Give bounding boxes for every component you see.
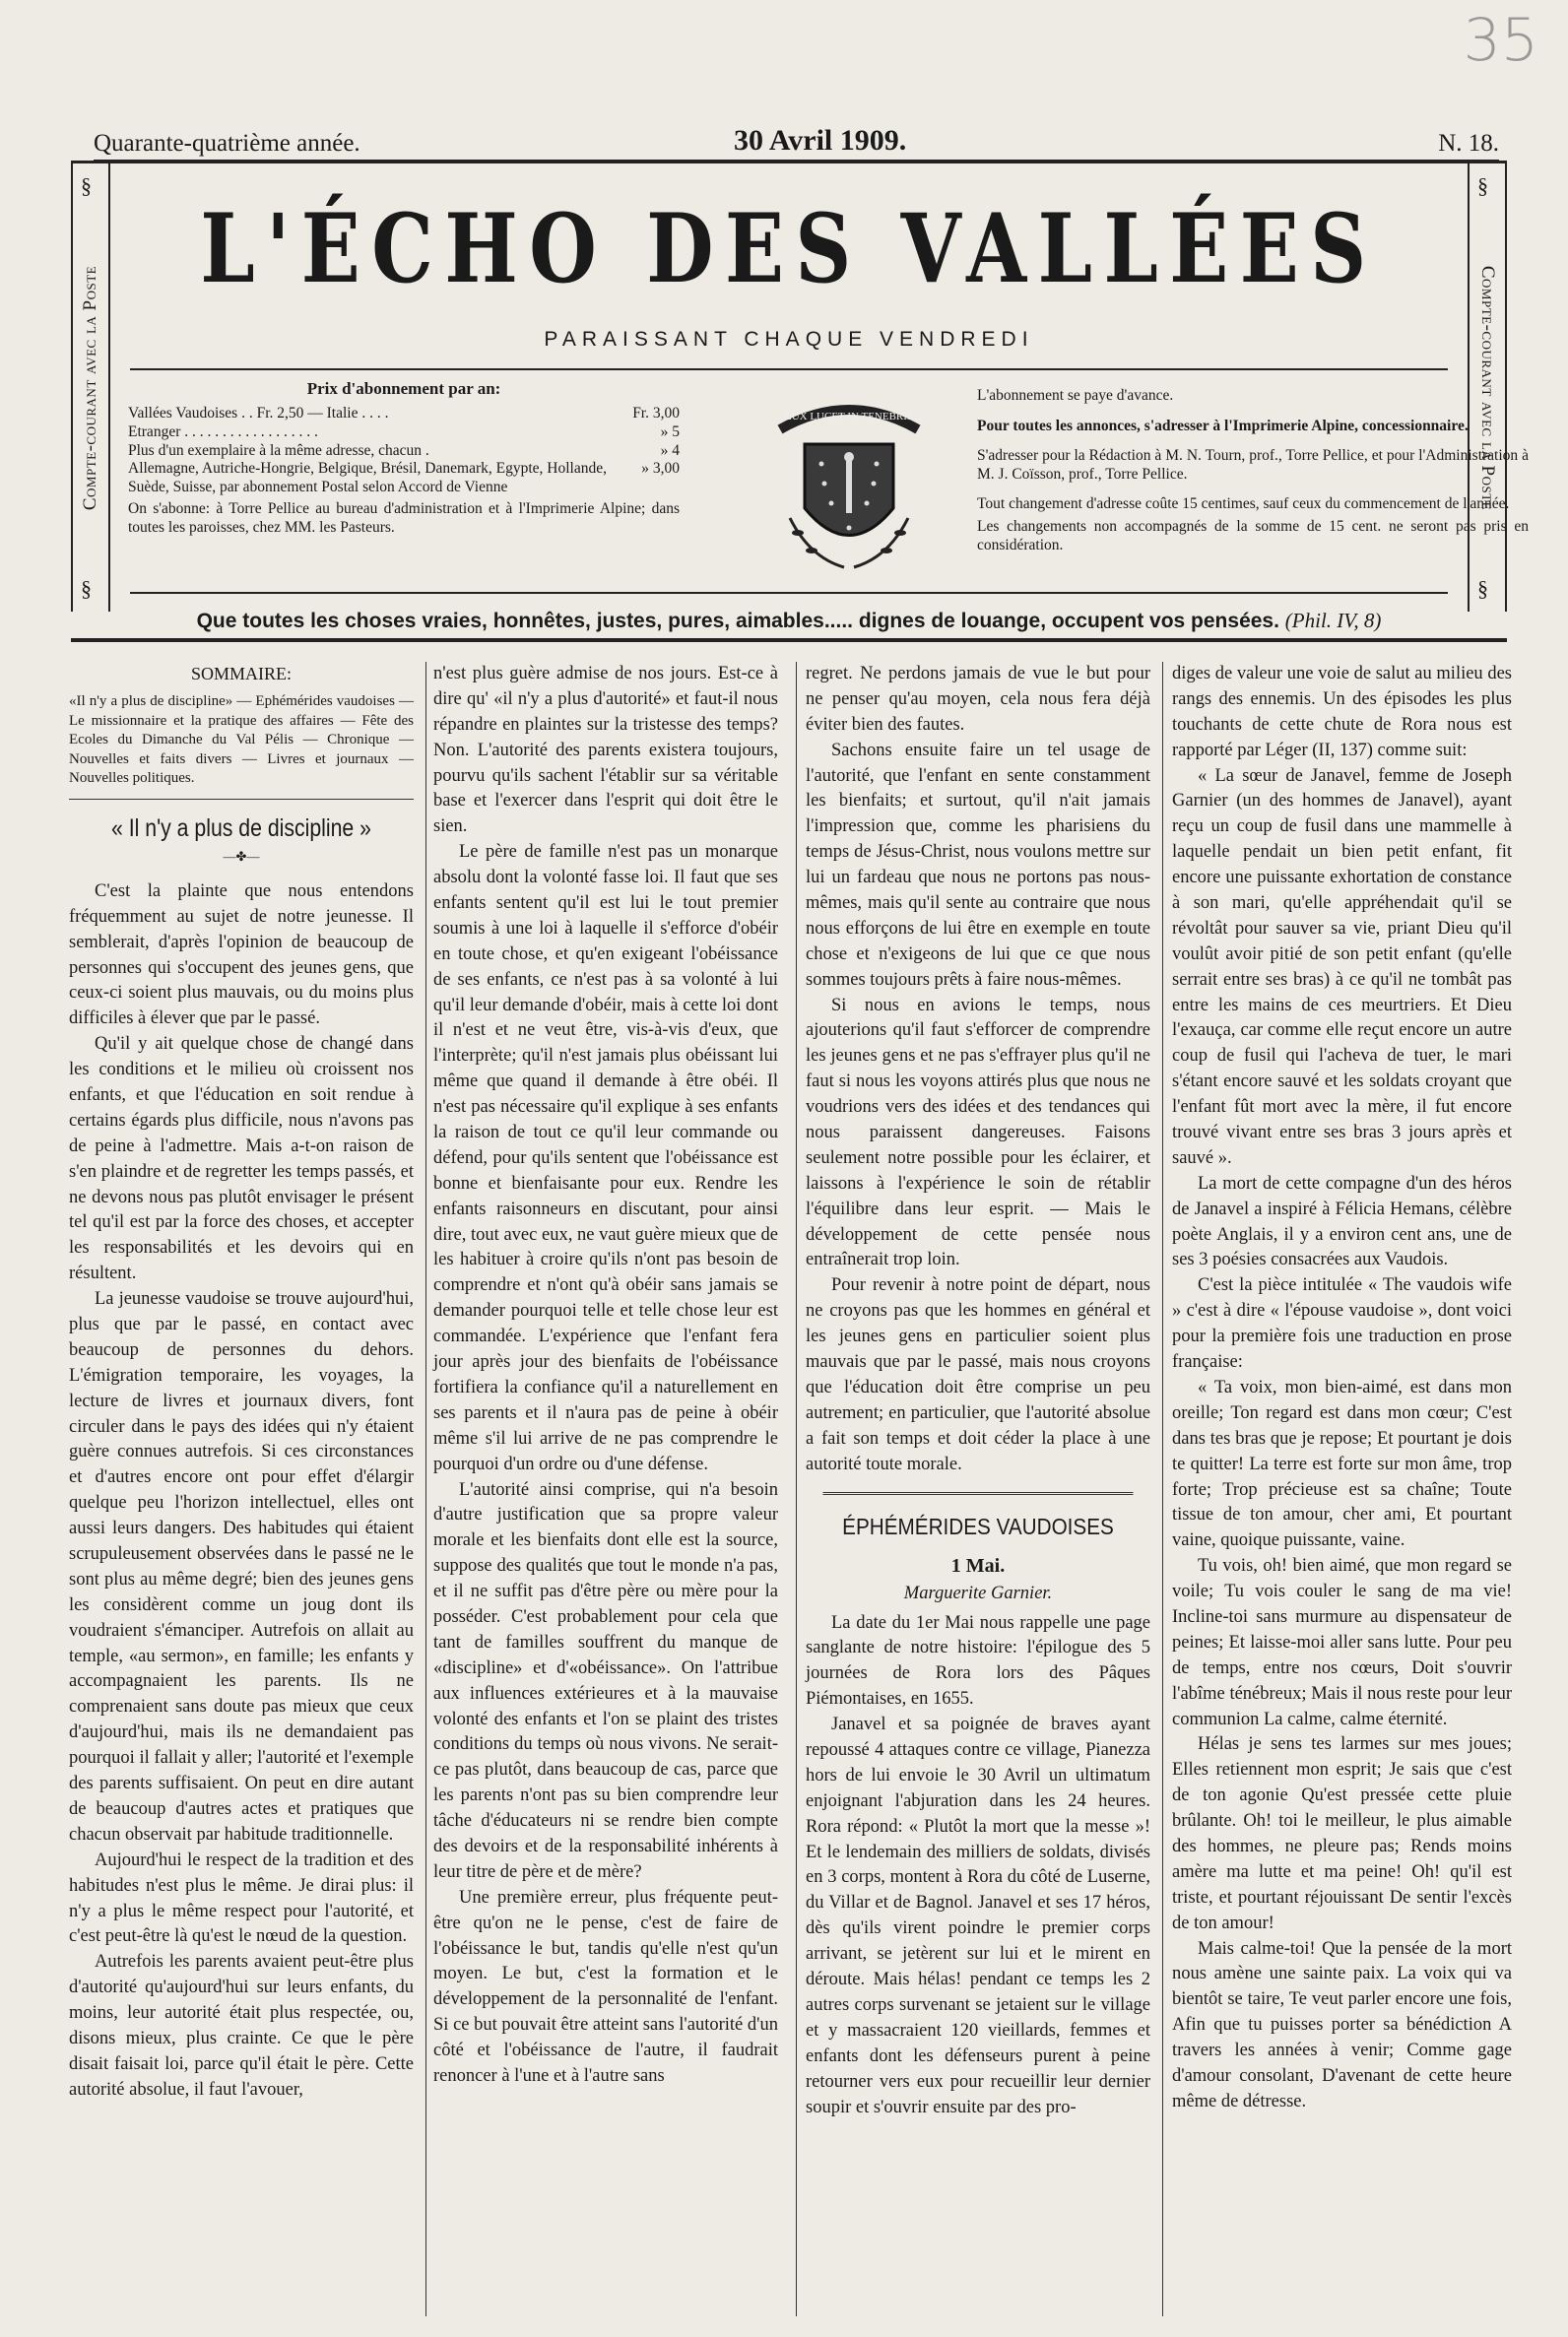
column-1: [69, 662, 414, 2104]
issue-date: 30 Avril 1909.: [734, 124, 907, 157]
ephemerides-paragraph: « La sœur de Janavel, femme de Joseph Garnier (un des hommes de Janavel), ayant reçu un coup de fusil dans une mammelle à laquelle pendait un bien petit enfant, fit encore une puissante exhortation de constance à son mari, qu'elle appréhendait qu'il se révoltât pour sauver sa vie, priant Dieu qu'il voulût avoir pitié de son petit enfant (qu'elle serrait entre ses bras) à ce qu'il ne tombât pas entre les mains de ces meurtriers. Et Dieu l'exauça, car comme elle reçut encore un autre coup de fusil qui l'acheva de tuer, le mari s'étant encore sauvé et les soldats croyant que l'enfant fût mort avec la mère, il fut encore trouvé vivant entre ses bras 3 jours après et sauvé ».: [1172, 765, 1512, 1168]
motto-reference: (Phil. IV, 8): [1284, 609, 1382, 632]
motto-text: Que toutes les choses vraies, honnêtes, justes, pures, aimables..... dignes de louange, occupent vos pensées.: [196, 610, 1279, 632]
article-paragraph: Qu'il y ait quelque chose de changé dans les conditions et le milieu où croissent nos enfants, et que l'éducation en soit rendue à certains égards plus difficile, nous n'avons pas de peine à l'admettre. Mais a-t-on raison de s'en plaindre et de regretter les temps passés, et ne devons nous pas plutôt envisager le présent tel qu'il est par la force des choses, et accepter les responsabilités et les devoirs qui en résultent.: [69, 1034, 414, 1284]
price-row: Etranger . . . . . . . . . . . . . . . . . . » 5: [128, 422, 680, 440]
editorial-note: S'adresser pour la Rédaction à M. N. Tourn, prof., Torre Pellice, et pour l'Administration à M. J. Coïsson, prof., Torre Pellice.: [977, 447, 1529, 483]
ephemerides-paragraph: C'est la pièce intitulée « The vaudois wife » c'est à dire « l'épouse vaudoise », dont voici pour la première fois une traduction en prose française:: [1172, 1275, 1512, 1373]
emblem-motto: LUX LUCET IN TENEBRIS: [784, 411, 914, 422]
ephemerides-paragraph: La mort de cette compagne d'un des héros de Janavel a inspiré à Félicia Hemans, célèbre poète Anglais, il y a environ cent ans, une de ses 3 poésies consacrées aux Vaudois.: [1172, 1173, 1512, 1270]
article-paragraph: C'est la plainte que nous entendons fréquemment au sujet de notre jeunesse. Il semblerait, d'après l'opinion de beaucoup de personnes qui s'occupent des jeunes gens, que ceux-ci soient plus mauvais, ou du moins plus difficiles à élever que par le passé.: [69, 880, 414, 1029]
address-change-penalty: Les changements non accompagnés de la somme de 15 cent. ne seront pas pris en considération.: [977, 517, 1529, 553]
ephemerides-paragraph: Janavel et sa poignée de braves ayant repoussé 4 attaques contre ce village, Pianezza hors de lui envoie le 30 Avril un ultimatum enjoignant l'abjuration dans les 24 heures. Rora répond: « Plutôt la mort que la messe »! Et le lendemain des milliers de soldats, divisés en 3 corps, montent à Rora du côté de Luserne, du Villar et de Bagnol. Janavel et ses 17 héros, dès qu'ils virent poindre le premier corps arrivant, se jetèrent sur lui et le mirent en déroute. Mais hélas! pendant ce temps les 2 autres corps survenant se jetaient sur le village et y massacraient 120 vieillards, femmes et enfants dont les défenseurs purent à peine retourner vers eux pour recueillir leur dernier soupir et s'ouvrir ensuite par des pro-: [806, 1715, 1150, 2117]
divider: [130, 592, 1448, 594]
column-4: [1172, 662, 1512, 2115]
year-label: Quarante-quatrième année.: [94, 130, 360, 157]
column-2: [433, 662, 778, 2090]
article-paragraph: L'autorité ainsi comprise, qui n'a besoin d'autre justification que sa propre valeur morale et les bienfaits dont elle est la source, suppose des qualités que tout le monde n'a pas, et il ne suffit pas d'être père ou mère pour la posséder. C'est probablement pour cela que tant de familles souffrent du manque de «discipline» et d'«obéissance». On l'attribue aux influences extérieures et à la mauvaise volonté des enfants et l'on se plaint des tristes conditions du temps où nous vivons. Ne serait-ce pas plutôt, dans beaucoup de cas, parce que les parents n'ont pas su bien comprendre leur tâche d'éducateurs ni se rendre bien compte des devoirs et de la responsabilité inhérents à leur titre de père et de mère?: [433, 1479, 778, 1882]
article-paragraph: n'est plus guère admise de nos jours. Est-ce à dire qu' «il n'y a plus d'autorité» et faut-il nous répandre en plaintes sur la tristesse des temps? Non. L'autorité des parents existera toujours, pourvu qu'ils sachent l'établir sur sa véritable base et l'exercer dans l'esprit qui doit être le sien.: [433, 664, 778, 837]
masthead-frame: [71, 161, 1529, 646]
newspaper-title: L'ÉCHO DES VALLÉES: [200, 193, 1378, 304]
scroll-ornament-icon: §: [1477, 576, 1488, 601]
side-text-left: Compte-courant avec la Poste: [80, 265, 100, 510]
poem-stanza: « Ta voix, mon bien-aimé, est dans mon oreille; Ton regard est dans mon cœur; C'est dans tes bras que je repose; Et pourtant je dois te quitter! La terre est forte sur mon âme, trop forte; Trop précieuse est sa chaîne; Toute tissue de ton amour, cher ami, Et pourtant vaine, quoique puissante, vaine.: [1172, 1377, 1512, 1551]
issue-header-line: [94, 126, 1499, 162]
issue-number: N. 18.: [1438, 130, 1499, 157]
article-paragraph: Le père de famille n'est pas un monarque absolu dont la volonté fasse loi. Il faut que ses enfants sentent qu'il est lui le tout premier soumis à une loi à laquelle il s'efforce d'obéir en toute chose, et qu'en exigeant l'obéissance de ses enfants, ce n'est pas à sa volonté à lui qu'il leur demande d'obéir, mais à cette loi dont il n'est et ne veut être, vis-à-vis d'eux, que l'interprète; qu'il n'est jamais plus obéissant lui même que quand il demande à être obéi. Il n'est pas nécessaire qu'il explique à ses enfants la raison de tout ce qu'il leur commande ou défend, pour qu'ils sentent que l'obéissance est bonne et bienfaisante pour eux. Rendre les enfants raisonneurs en discutant, pour ainsi dire, tout avec eux, ne vaut guère mieux que de les habituer à croire qu'ils n'ont pas besoin de comprendre et n'ont qu'à obéir sans jamais se demander pourquoi telle et telle chose leur est commandée. L'expérience que l'enfant fera jour après jour des bienfaits de l'obéissance fortifiera la confiance qu'il a naturellement en ses parents et il n'aura pas de peine à obéir même s'il lui arrive de ne pas comprendre le pourquoi d'un ordre ou d'une défense.: [433, 842, 778, 1474]
poem-stanza: Hélas je sens tes larmes sur mes joues; Elles retiennent mon esprit; Je sais que c'est de ton agonie Qu'est pressée cette pluie brûlante. Oh! toi le meilleur, le plus aimable des hommes, ne pleure pas; Rends moins amère ma lutte et ma peine! Oh! qu'il est triste, et pourtant réjouissant De sentir l'excès de ton amour!: [1172, 1734, 1512, 1933]
ephemerides-paragraph: diges de valeur une voie de salut au milieu des rangs des ennemis. Un des épisodes les plus touchants de cette chute de Rora nous est rapporté par Léger (II, 137) comme suit:: [1172, 664, 1512, 760]
advance-note: L'abonnement se paye d'avance.: [977, 387, 1174, 404]
column-divider: [1162, 662, 1163, 2316]
sommaire-title: SOMMAIRE:: [190, 664, 292, 683]
article-paragraph: La jeunesse vaudoise se trouve aujourd'hui, plus que par le passé, en contact avec beaucoup de personnes du dehors. L'émigration temporaire, les voyages, la lecture de livres et journaux divers, font circuler dans le pays des idées qui n'y étaient guère connues autrefois. Si ces circonstances et d'autres encore ont pour effet d'élargir quelque peu l'horizon intellectuel, elles ont aussi leurs dangers. Des habitudes qui étaient scrupuleusement observées dans le passé ne le sont plus au même degré; bien des jeunes gens les considèrent comme un joug dont ils voudraient s'émanciper. Autrefois on allait au temple, «au sermon», en famille; les enfants y accompagnaient les parents. Ils ne comprenaient sans doute pas mieux que ceux d'aujourd'hui, mais ils ne demandaient pas pourquoi il fallait y aller; l'autorité et l'exemple des parents suffisaient. On peut en dire autant de beaucoup d'autres actes et pratiques que chacun observait par habitude traditionnelle.: [69, 1289, 414, 1845]
price-row: Allemagne, Autriche-Hongrie, Belgique, Brésil, Danemark, Egypte, Hollande, Suède, Suisse, par abonnement Postal selon Accord de Vienne » 3,00: [128, 460, 680, 495]
article-title: « Il n'y a plus de discipline »: [111, 813, 371, 842]
article-paragraph: Aujourd'hui le respect de la tradition et des habitudes n'est plus le même. Je dirai plus: il n'y a plus le même respect pour l'autorité, et c'est peut-être là qu'est le nœud de la question.: [69, 1850, 414, 1947]
column-3: [806, 662, 1150, 2120]
subscription-title: Prix d'abonnement par an:: [306, 379, 501, 398]
sommaire-text: «Il n'y a plus de discipline» — Ephémérides vaudoises — Le missionnaire et la pratique des affaires — Fête des Ecoles du Dimanche du Val Pélis — Chronique — Nouvelles et faits divers — Livres et journaux — Nouvelles politiques.: [69, 692, 414, 800]
ads-note: Pour toutes les annonces, s'adresser à l'Imprimerie Alpine, concessionnaire.: [977, 417, 1469, 434]
column-divider: [425, 662, 426, 2316]
handwritten-page-note: 35: [1463, 6, 1538, 75]
article-paragraph: regret. Ne perdons jamais de vue le but pour ne penser qu'au moyen, cela nous fera déjà éviter bien des fautes.: [806, 664, 1150, 735]
article-paragraph: Pour revenir à notre point de départ, nous ne croyons pas que les hommes en général et les jeunes gens en particulier soient plus mauvais que par le passé, mais nous croyons que l'éducation doit être comprise un peu autrement; en particulier, que l'autorité absolue a fait son temps et doit céder la place à une autorité toute morale.: [806, 1275, 1150, 1474]
poem-stanza: Tu vois, oh! bien aimé, que mon regard se voile; Tu vois couler le sang de ma vie! Incline-toi sans murmure au dispensateur de peines; Et laisse-moi aller sans lutte. Pour peu de temps, entre nos cœurs, Doit s'ouvrir l'abîme ténébreux; Mais il nous reste pour leur communion La calme, calme éternité.: [1172, 1556, 1512, 1729]
article-paragraph: Autrefois les parents avaient peut-être plus d'autorité qu'aujourd'hui sur leurs enfants, du moins, leur autorité était plus respectée, ou, disons mieux, plus crainte. Ce que le père disait faisait loi, parce qu'il était le père. Cette autorité absolue, il faut l'avouer,: [69, 1952, 414, 2100]
emblem-icon: [751, 390, 947, 587]
scroll-ornament-icon: §: [81, 576, 92, 601]
ephemerides-name: Marguerite Garnier.: [903, 1583, 1053, 1603]
tagline: PARAISSANT CHAQUE VENDREDI: [544, 328, 1034, 351]
article-paragraph: Une première erreur, plus fréquente peut-être qu'on ne le pense, c'est de faire de l'obéissance le but, tandis qu'elle n'est qu'un moyen. Le but, c'est la formation et le développement de la personnalité de l'enfant. Si ce but pouvait être atteint sans l'autorité d'un côté et l'obéissance de l'autre, il faudrait renoncer à l'une et à l'autre sans: [433, 1887, 778, 2086]
subscription-note: On s'abonne: à Torre Pellice au bureau d'administration et à l'Imprimerie Alpine; dans toutes les paroisses, chez MM. les Pasteurs.: [128, 500, 680, 536]
divider: [130, 368, 1448, 370]
address-change-note: Tout changement d'adresse coûte 15 centimes, sauf ceux du commencement de l'année.: [977, 495, 1510, 513]
motto: [71, 609, 1507, 633]
header-bottom-rule: [71, 638, 1507, 642]
ornament-icon: —✤—: [223, 848, 260, 864]
price-row: Vallées Vaudoises . . Fr. 2,50 — Italie . . . . Fr. 3,00: [128, 405, 680, 422]
side-text-right: Compte-courant avec la Poste: [1477, 265, 1498, 510]
poem-stanza: Mais calme-toi! Que la pensée de la mort nous amène une sainte paix. La voix qui va bientôt se taire, Te veut parler encore une fois, Afin que tu puisses porter sa bénédiction A travers les années à venir; Comme gage d'amour consolant, D'avenant de cette heure même de détresse.: [1172, 1938, 1512, 2111]
ephemerides-title: ÉPHÉMÉRIDES VAUDOISES: [823, 1492, 1134, 1542]
article-paragraph: Sachons ensuite faire un tel usage de l'autorité, que l'enfant en sente constamment les bienfaits; et surtout, qu'il n'ait jamais l'impression que, comme les pharisiens du temps de Jésus-Christ, nous voulons mettre sur lui un fardeau que nous ne portons pas nous-mêmes, mais qu'il sente au contraire que nous nous efforçons de lui être en exemple en toute chose et n'exigeons de lui que ce que nous sommes toujours prêts à faire nous-mêmes.: [806, 740, 1150, 990]
article-paragraph: Si nous en avions le temps, nous ajouterions qu'il faut s'efforcer de comprendre les jeunes gens et ne pas s'effrayer plus qu'il ne faut si nous les voyons attirés plus que nous ne voudrions vers des idées et des tendances qui nous paraissent dangereuses. Faisons seulement notre possible pour les éclairer, et laissons à l'expérience le soin de rétablir l'équilibre dans leur esprit. — Mais le développement de cette pensée nous entraînerait trop loin.: [806, 995, 1150, 1270]
scroll-ornament-icon: §: [81, 173, 92, 198]
ephemerides-paragraph: La date du 1er Mai nous rappelle une page sanglante de notre histoire: l'épilogue des 5 journées de Rora lors des Pâques Piémontaises, en 1655.: [806, 1612, 1150, 1710]
column-divider: [796, 662, 797, 2316]
ephemerides-date: 1 Mai.: [950, 1554, 1006, 1577]
scroll-ornament-icon: §: [1477, 173, 1488, 198]
price-row: Plus d'un exemplaire à la même adresse, chacun . » 4: [128, 441, 680, 459]
left-side-banner: [71, 163, 110, 612]
